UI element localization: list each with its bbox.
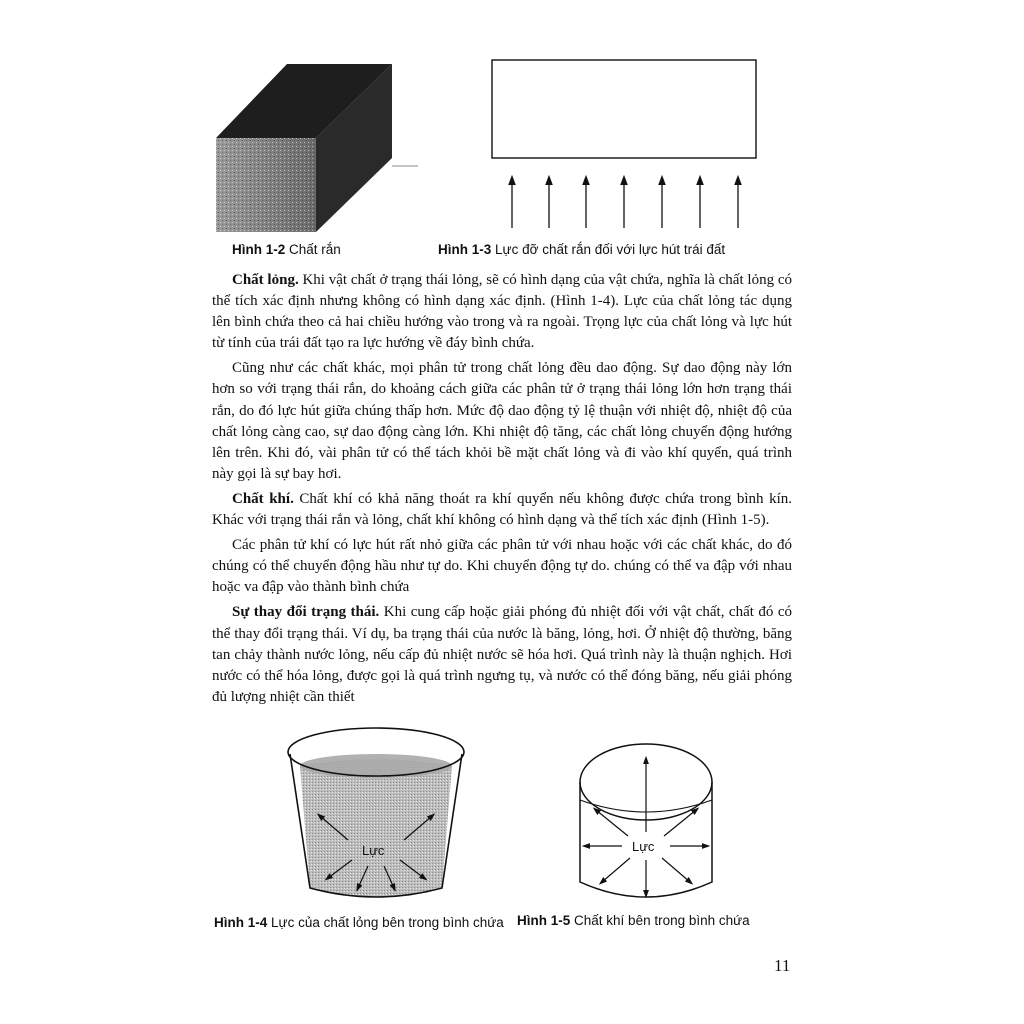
paragraph: [212, 489, 792, 531]
figure-caption-1-3: [438, 242, 725, 257]
paragraph: [212, 270, 792, 354]
gas-force-arrows: [586, 760, 706, 894]
gas-container-figure: [576, 740, 716, 906]
paragraph-body: Chất khí có khả năng thoát ra khí quyển nếu không được chứa trong bình kín. Khác với trạng thái rắn và lỏng, chất khí không có hình dạng và thể tích xác định (Hình 1-5).: [212, 490, 793, 529]
paragraph-body: Cũng như các chất khác, mọi phân tử trong chất lỏng đều dao động. Sự dao động này lớn hơn so với trạng thái rắn, do khoảng cách giữa các phân tử ở trạng thái lỏng lớn hơn trạng thái rắn, do đó lực hút giữa chúng thấp hơn. Mức độ dao động tỷ lệ thuận với nhiệt độ, nhiệt độ của chất lỏng càng cao, sự dao động càng lớn. Khi nhiệt độ tăng, các chất lỏng chuyển động hướng lên trên. Khi đó, vài phân tử có thể tách khỏi bề mặt chất lỏng và đi vào khí quyển, quá trình này gọi là sự bay hơi.: [212, 360, 792, 482]
figure-caption-text: Lực của chất lỏng bên trong bình chứa: [271, 915, 504, 930]
paragraph-heading: Sự thay đổi trạng thái.: [232, 604, 380, 621]
figure-caption-text: Chất khí bên trong bình chứa: [574, 913, 750, 928]
paragraph-heading: Chất lỏng.: [232, 272, 299, 288]
figure-caption-text: Lực đỡ chất rắn đối với lực hút trái đất: [495, 242, 726, 257]
paragraph-body: Các phân tử khí có lực hút rất nhỏ giữa các phân tử với nhau hoặc với các chất khác, do đó chúng có thể chuyển động hầu như tự do. Khi chuyển động tự do. chúng có thể va đập với nhau hoặc va đập vào thành bình chứa: [212, 537, 792, 596]
solid-block-outline: [492, 60, 756, 158]
support-force-figure: [488, 56, 760, 236]
paragraph: [212, 602, 792, 707]
liquid-container-figure: [282, 722, 470, 908]
page-number: 11: [774, 956, 791, 975]
solid-cube-figure: [212, 58, 422, 236]
paragraph-body: Khi cung cấp hoặc giải phóng đủ nhiệt đối với vật chất, chất đó có thể thay đổi trạng thái. Ví dụ, ba trạng thái của nước là băng, lỏng, hơi. Ở nhiệt độ thường, băng tan chảy thành nước lỏng, nếu cấp đủ nhiệt nước sẽ hóa hơi. Quá trình này là thuận nghịch. Hơi nước có thể hóa lỏng, được gọi là quá trình ngưng tụ, và nước có thể đóng băng, nếu giải phóng đủ lượng nhiệt cần thiết: [212, 604, 792, 705]
body-text: [212, 270, 792, 712]
liquid-body: [300, 759, 452, 897]
force-label: Lực: [632, 839, 655, 854]
paragraph-heading: Chất khí.: [232, 490, 294, 507]
figure-label: Hình 1-5: [517, 913, 571, 928]
paragraph: [212, 358, 792, 485]
force-label: Lực: [362, 843, 385, 858]
paragraph-body: Khi vật chất ở trạng thái lỏng, sẽ có hình dạng của vật chứa, nghĩa là chất lỏng có thể tích xác định nhưng không có hình dạng xác định. (Hình 1-4). Lực của chất lỏng tác dụng lên bình chứa theo cả hai chiều hướng vào trong và ra ngoài. Trọng lực của chất lỏng và lực hút từ tính của trái đất tạo ra lực hướng về đáy bình chứa.: [212, 272, 792, 352]
figure-caption-1-2: [232, 242, 341, 257]
liquid-surface: [300, 754, 452, 778]
figure-caption-1-4: [214, 915, 504, 930]
figure-caption-1-5: [517, 913, 750, 928]
paragraph: [212, 535, 792, 598]
force-arrow: [602, 858, 630, 882]
figure-caption-text: Chất rắn: [289, 242, 341, 257]
force-arrow: [662, 858, 690, 882]
figure-label: Hình 1-2: [232, 242, 286, 257]
figure-label: Hình 1-4: [214, 915, 268, 930]
figure-label: Hình 1-3: [438, 242, 492, 257]
upward-force-arrows: [512, 180, 738, 228]
